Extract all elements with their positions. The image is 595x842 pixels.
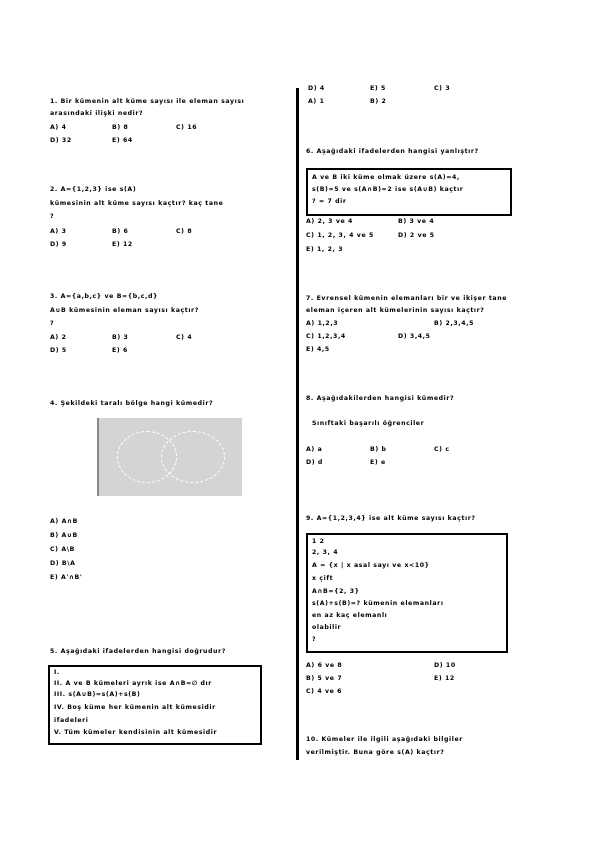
q7-option-c[interactable]: C) 1,2,3,4 [306, 333, 346, 340]
q1-stem-line1: 1. Bir kümenin alt küme sayısı ile eleman sayısı [50, 98, 245, 105]
q3-option-d[interactable]: D) 5 [50, 347, 67, 354]
q9-box-line5: A∩B={2, 3} [312, 588, 360, 595]
q6-box-line1: A ve B iki küme olmak üzere s(A)=4, [312, 174, 460, 181]
q5-stem: 5. Aşağıdaki ifadelerden hangisi doğrudur? [50, 648, 226, 655]
q10-stem-line2: verilmiştir. Buna göre s(A) kaçtır? [306, 749, 445, 756]
q9-box-line6: s(A)+s(B)=? kümenin elemanları [312, 600, 444, 607]
q1-option-d[interactable]: D) 32 [50, 137, 72, 144]
q7-stem-line1: 7. Evrensel kümenin elemanları bir ve ikişer tane [306, 295, 508, 302]
q3-stem-line2: A∪B kümesinin eleman sayısı kaçtır? [50, 307, 199, 314]
q9-box-line1: 1 2 [312, 538, 325, 545]
q9-box-line8: olabilir [312, 624, 342, 631]
q4-option-a[interactable]: A) A∩B [50, 518, 78, 525]
q3-stem-line1: 3. A={a,b,c} ve B={b,c,d} [50, 293, 159, 300]
q2-option-c[interactable]: C) 8 [176, 228, 193, 235]
q5-option-a[interactable]: A) 1 [308, 98, 325, 105]
q9-box-line9: ? [312, 636, 317, 643]
q9-box-line4: x çift [312, 575, 334, 582]
q5-box-line4: IV. Boş küme her kümenin alt kümesidir [54, 704, 216, 711]
q1-option-b[interactable]: B) 8 [112, 124, 129, 131]
q9-option-d[interactable]: D) 10 [434, 662, 456, 669]
q1-option-c[interactable]: C) 16 [176, 124, 198, 131]
q8-subtext: Sınıftaki başarılı öğrenciler [312, 420, 425, 427]
q2-option-e[interactable]: E) 12 [112, 241, 133, 248]
q5-option-b[interactable]: B) 2 [370, 98, 387, 105]
q6-stem: 6. Aşağıdaki ifadelerden hangisi yanlıştır? [306, 148, 479, 155]
q9-box-line7: en az kaç elemanlı [312, 612, 388, 619]
q4-stem: 4. Şekildeki taralı bölge hangi kümedir? [50, 400, 214, 407]
q6-option-c[interactable]: C) 1, 2, 3, 4 ve 5 [306, 232, 374, 239]
q9-option-e[interactable]: E) 12 [434, 675, 455, 682]
q7-option-d[interactable]: D) 3,4,5 [398, 333, 431, 340]
q3-option-e[interactable]: E) 6 [112, 347, 128, 354]
q3-stem-line3: ? [50, 320, 55, 327]
q9-option-b[interactable]: B) 5 ve 7 [306, 675, 343, 682]
q6-option-a[interactable]: A) 2, 3 ve 4 [306, 218, 353, 225]
q1-stem-line2: arasındaki ilişki nedir? [50, 110, 144, 117]
q8-option-a[interactable]: A) a [306, 446, 323, 453]
q2-option-d[interactable]: D) 9 [50, 241, 67, 248]
q9-stem: 9. A={1,2,3,4} ise alt küme sayısı kaçtır? [306, 515, 476, 522]
q2-stem-line1: 2. A={1,2,3} ise s(A) [50, 186, 137, 193]
q1-option-a[interactable]: A) 4 [50, 124, 67, 131]
venn-diagram [97, 418, 242, 496]
q10-stem-line1: 10. Kümeler ile ilgili aşağıdaki bilgiler [306, 736, 463, 743]
q2-option-b[interactable]: B) 6 [112, 228, 129, 235]
q5-box-line3: III. s(A∪B)=s(A)+s(B) [54, 691, 141, 698]
q4-option-d[interactable]: D) B\A [50, 560, 76, 567]
q7-option-a[interactable]: A) 1,2,3 [306, 320, 339, 327]
q5-option-c[interactable]: C) 3 [434, 85, 451, 92]
q4-option-b[interactable]: B) A∪B [50, 532, 78, 539]
q5-box-line6: V. Tüm kümeler kendisinin alt kümesidir [54, 729, 218, 736]
q7-option-b[interactable]: B) 2,3,4,5 [434, 320, 474, 327]
q5-box-line2: II. A ve B kümeleri ayrık ise A∩B=∅ dır [54, 680, 212, 687]
q9-option-a[interactable]: A) 6 ve 8 [306, 662, 343, 669]
q1-option-e[interactable]: E) 64 [112, 137, 133, 144]
q4-option-c[interactable]: C) A\B [50, 546, 75, 553]
q2-option-a[interactable]: A) 3 [50, 228, 67, 235]
q8-option-e[interactable]: E) e [370, 459, 386, 466]
q8-option-d[interactable]: D) d [306, 459, 323, 466]
q9-info-box [306, 533, 508, 653]
q3-option-b[interactable]: B) 3 [112, 334, 129, 341]
q8-stem: 8. Aşağıdakilerden hangisi kümedir? [306, 395, 455, 402]
q6-box-line3: ? = 7 dir [312, 198, 347, 205]
column-divider [296, 88, 299, 760]
q3-option-c[interactable]: C) 4 [176, 334, 193, 341]
q5-box-line5: ifadeleri [54, 717, 89, 724]
q5-statement-box [48, 665, 262, 745]
q4-option-e[interactable]: E) A'∩B' [50, 574, 83, 581]
q8-option-c[interactable]: C) c [434, 446, 450, 453]
q9-box-line3: A = {x | x asal sayı ve x<10} [312, 562, 430, 569]
q9-option-c[interactable]: C) 4 ve 6 [306, 688, 343, 695]
q6-option-b[interactable]: B) 3 ve 4 [398, 218, 435, 225]
q7-option-e[interactable]: E) 4,5 [306, 346, 330, 353]
q5-option-e[interactable]: E) 5 [370, 85, 386, 92]
q9-box-line2: 2, 3, 4 [312, 549, 339, 556]
q2-stem-line3: ? [50, 213, 55, 220]
q3-option-a[interactable]: A) 2 [50, 334, 67, 341]
q6-option-d[interactable]: D) 2 ve 5 [398, 232, 435, 239]
q7-stem-line2: eleman içeren alt kümelerinin sayısı kaçtır? [306, 307, 485, 314]
q6-info-box [306, 168, 512, 216]
q6-option-e[interactable]: E) 1, 2, 3 [306, 246, 344, 253]
venn-circle-b [161, 431, 225, 483]
q2-stem-line2: kümesinin alt küme sayısı kaçtır? kaç tane [50, 200, 224, 207]
q6-box-line2: s(B)=5 ve s(A∩B)=2 ise s(A∪B) kaçtır [312, 186, 464, 193]
q5-box-line1: I. [54, 669, 60, 676]
q5-option-d[interactable]: D) 4 [308, 85, 325, 92]
q8-option-b[interactable]: B) b [370, 446, 387, 453]
